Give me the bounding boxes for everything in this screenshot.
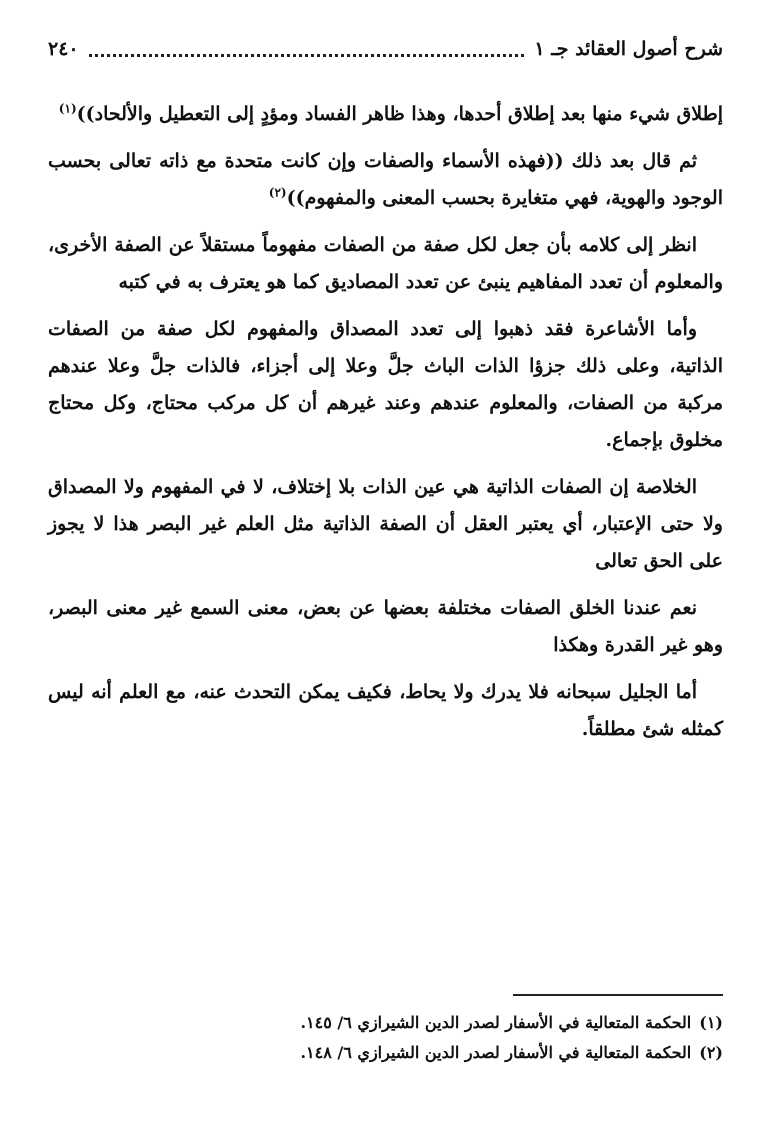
footnote-separator bbox=[513, 994, 723, 996]
page-number: ٢٤٠ bbox=[48, 38, 79, 60]
paragraph bbox=[48, 469, 723, 580]
footnote-text: الحكمة المتعالية في الأسفار لصدر الدين الشيرازي ٦/ ١٤٨. bbox=[300, 1043, 692, 1062]
paragraph-text: إطلاق شيء منها بعد إطلاق أحدها، وهذا ظاهر الفساد ومؤدٍ إلى التعطيل والألحاد)) bbox=[76, 103, 723, 125]
paragraph-text: أما الجليل سبحانه فلا يدرك ولا يحاط، فكيف يمكن التحدث عنه، مع العلم أنه ليس كمثله شئ مطلقاً. bbox=[48, 681, 723, 740]
footnote-number: (٢) bbox=[699, 1043, 723, 1062]
header-dot-leader bbox=[89, 54, 525, 57]
paragraph bbox=[48, 311, 723, 459]
paragraph bbox=[48, 590, 723, 664]
footnote-number: (١) bbox=[699, 1013, 723, 1032]
paragraph bbox=[48, 96, 723, 133]
paragraph bbox=[48, 227, 723, 301]
page-body bbox=[48, 96, 723, 758]
paragraph-text: الخلاصة إن الصفات الذاتية هي عين الذات بلا إختلاف، لا في المفهوم ولا المصداق ولا حتى الإعتبار، أي يعتبر العقل أن الصفة الذاتية مثل العلم غير البصر هذا لا يجوز على الحق تعالى bbox=[48, 476, 723, 572]
footnote bbox=[48, 1008, 723, 1038]
paragraph-text: انظر إلى كلامه بأن جعل لكل صفة من الصفات مفهوماً مستقلاً عن الصفة الأخرى، والمعلوم أن تعدد المفاهيم ينبئ عن تعدد المصاديق كما هو يعترف به في كتبه bbox=[48, 234, 723, 293]
paragraph-text: وأما الأشاعرة فقد ذهبوا إلى تعدد المصداق والمفهوم لكل صفة من الصفات الذاتية، وعلى ذلك جزؤا الذات الباث جلَّ وعلا إلى أجزاء، فالذات جلَّ وعلا عندهم مركبة من الصفات، والمعلوم عندهم وعند غيرهم أن كل مركب محتاج، وكل محتاج مخلوق بإجماع. bbox=[48, 318, 723, 451]
header-title: شرح أصول العقائد جـ ١ bbox=[534, 38, 723, 60]
footnote-ref: (٢) bbox=[268, 185, 287, 200]
footnote bbox=[48, 1038, 723, 1068]
paragraph bbox=[48, 143, 723, 217]
footnote-ref: (١) bbox=[58, 101, 77, 116]
paragraph bbox=[48, 674, 723, 748]
paragraph-text: ثم قال بعد ذلك ((فهذه الأسماء والصفات وإن كانت متحدة مع ذاته تعالى بحسب الوجود والهوية، فهي متغايرة بحسب المعنى والمفهوم)) bbox=[48, 150, 723, 209]
footnote-text: الحكمة المتعالية في الأسفار لصدر الدين الشيرازي ٦/ ١٤٥. bbox=[300, 1013, 692, 1032]
paragraph-text: نعم عندنا الخلق الصفات مختلفة بعضها عن بعض، معنى السمع غير معنى البصر، وهو غير القدرة وهكذا bbox=[48, 597, 723, 656]
running-header bbox=[48, 34, 723, 64]
footnotes bbox=[48, 1008, 723, 1068]
